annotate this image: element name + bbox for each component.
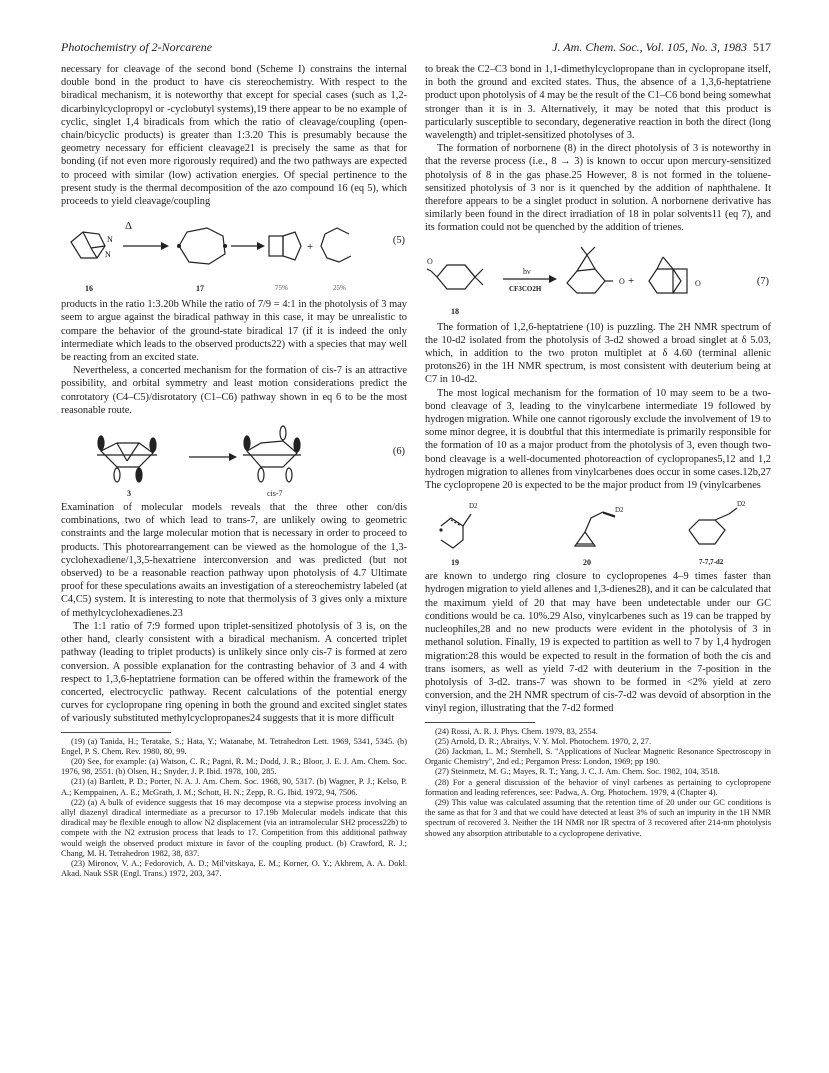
structure-7-d2 [689,508,737,544]
structure-17 [179,228,225,264]
footnote: (26) Jackman, L. M.; Sternhell, S. "Applications of Nuclear Magnetic Resonance Spectroscopy in Organic Chemistry", 2nd ed.; Pergamon Press: London, 1969; pp 190. [425,746,771,767]
arrow-head [229,453,237,461]
paragraph: are known to undergo ring closure to cyclopropenes 4–9 times faster than hydrogen migration to yield allenes and 1,3-dienes28), and it can be calculated that the maximum yield of 20 that may have been undetectable under our GC conditions would be ca. 10%.29 Also, vinylcarbenes such as 19 can be trapped by nucleophiles,28 and no new products were evident in the photolysis of 3 in methanol solution. Finally, 19 is expected to partition as well to 7 by 1,4 hydrogen migration:28 this would be expected to result in the formation of both the cis and trans isomers, as well as yield 7-d2 with deuterium in the 7-position in the photolysis of 3-d2. trans-7 was shown to be formed in <2% yield at zero conversion, and the 2H NMR spectrum of cis-7-d2 was devoid of absorption in the vinyl region, illustrating that the 7-d2 formed [425,571,771,715]
hv-label: hν [523,266,531,276]
arrow-head [257,242,265,250]
equation-number: (5) [392,235,405,247]
compound-label: 3 [127,489,131,499]
footnote: (21) (a) Bartlett, P. D.; Porter, N. A. J. Am. Chem. Soc. 1968, 90, 5317. (b) Wagner, P. J.; Kelso, P. A.; Kemppainen, A. E.; McGrath, J. M.; Schott, H. N.; Zepp, R. G. Ibid. 1972, 94, 7506. [61,777,407,797]
paragraph: The formation of 1,2,6-heptatriene (10) is puzzling. The 2H NMR spectrum of the 10-d2 isolated from the photolysis of 3-d2 showed a broad singlet at δ 5.03, which, in addition to the two proton multiplet at δ 4.60 (terminal allenic protons26) in the 1H NMR spectrum, is most consistent with deuterium being at C7 in 10-d2. [425,321,771,386]
structure-coupling-product [269,232,301,260]
header-journal [552,40,771,55]
equation-number: (6) [392,446,405,458]
structure-3-orbitals [97,436,157,482]
compound-label: 17 [196,284,204,294]
header-journal-text: J. Am. Chem. Soc., Vol. 105, No. 3, 1983 [552,40,747,54]
equation-5 [61,212,407,296]
paragraph: Nevertheless, a concerted mechanism for the formation of cis-7 is an attractive possibility, and orbital symmetry and least motion considerations predict the conrotatory (C4–C5)/disrotatory (C1–C6) pathway shown in eq 6 to be the most reasonable route. [61,365,407,416]
delta-label: Δ [125,220,133,233]
structure-cis7-orbitals [243,426,301,482]
equation-7-structures [425,239,725,319]
yield-label: 25% [333,284,346,293]
equation-5-structures [61,212,361,296]
footnotes [425,727,771,839]
paragraph: The 1:1 ratio of 7:9 formed upon triplet-sensitized photolysis of 3 is, on the other hand, clearly consistent with a biradical mechanism. A concerted triplet pathway (leading to triplet products) is unlikely since only cis-7 is formed at zero conversion. A possible explanation for the contrasting behavior of 3 and 4 with respect to 1,3,6-heptatriene formation can be offered within the framework of the concerted, electrocyclic pathway. Recent calculations of the potential energy curves for cyclopropane ring opening in both the ground and excited singlet states of variously substituted methylcyclopropanes24 suggests that it is more difficult [61,620,407,725]
compound-label: 18 [451,306,459,316]
footnote: (27) Steinmetz, M. G.; Mayes, R. T.; Yang, J. C. J. Am. Chem. Soc. 1982, 104, 3518. [435,767,720,777]
compound-label: 19 [451,558,459,568]
footnote: (23) Mironov, V. A.; Fedorovich, A. D.; Mil'vitskaya, E. M.; Korner, O. Y.; Akhrem, A. A. Dokl. Akad. Nauk SSR (Engl. Trans.) 1972, 203, 347. [61,858,407,879]
atom-O: O [619,276,625,286]
equation-number: (7) [756,275,769,287]
footnotes [61,737,407,880]
atom-O: O [427,256,433,266]
compound-label: 20 [583,558,591,568]
compound-label: cis-7 [267,489,283,499]
plus-sign: + [628,274,635,287]
structures-19-20 [425,496,771,568]
paragraph: The formation of norbornene (8) in the direct photolysis of 3 is noteworthy in that the reverse process (i.e., 8 → 3) is known to occur upon mercury-sensitized photolysis of 8 in the gas phase.25 However, 8 is not formed in the toluene-sensitized photolysis of 3 nor is it quenched by the addition of naphthalene. It therefore appears to be a singlet product in solution. A norbornene derivative has similarly been found in the direct irradiation of 18 in polar solvents11 (eq 7), and its formation could not be quenched by the addition of trienes. [425,143,771,234]
right-column [425,63,771,839]
paragraph: necessary for cleavage of the second bond (Scheme I) constrains the internal double bond in the product to have cis stereochemistry. With respect to the biradical mechanism, it is noteworthy that except for special cases (such as 1,2-dicarbinylcyclopropyl or -cyclobutyl systems),19 there appear to be no example of cyclic, singlet 1,4 biradicals from which the ratio of cleavage/coupling (open-chain/bicyclic products) is greater than 1:3.20 This is presumably because the geometry necessary for efficient cleavage21 is precisely the same as that for bonding (if not even more rigorously required) and the two pathways are expected to proceed with similar (low) activation energies. Of special pertinence to the present study is the thermal decomposition of the azo compound 16 (eq 5), which proceeds to yield cleavage/coupling [61,64,407,208]
footnote: (20) See, for example: (a) Watson, C. R.; Pagni, R. M.; Dodd, J. R.; Bloor, J. E. J. Am. Chem. Soc. 1976, 98, 2551. (b) Olsen, H.; Snyder, J. P. Ibid. 1978, 100, 285. [61,756,407,777]
paragraph: products in the ratio 1:3.20b While the ratio of 7/9 = 4:1 in the photolysis of 3 may seem to argue against the biradical pathway in this case, it may be unrealistic to compare the behavior of the ground-state biradical 17 (if it is indeed the only intermediate which leads to the observed products22) with a species that may well be reacting from an excited state. [61,299,407,364]
yield-label: 75% [275,284,288,293]
deuterium-label: D2 [469,502,478,511]
equation-6 [61,421,407,499]
structure-19 [441,514,471,548]
compound-label: 7-7,7-d2 [699,558,724,567]
equation-6-structures [61,421,361,499]
atom-N: N [105,250,111,260]
header-title: Photochemistry of 2-Norcarene [61,40,213,54]
deuterium-label: D2 [615,506,624,515]
page-number: 517 [753,40,771,54]
footnote: (25) Arnold, D. R.; Abraitys, V. Y. Mol. Photochem. 1970, 2, 27. [435,736,652,746]
left-column [61,63,407,879]
footnote: (28) For a general discussion of the behavior of vinyl carbenes as pertaining to cyclopropene formation and leading references, see: Padwa, A. Org. Photochem. 1979, 4 (Chapter 4). [425,777,771,797]
paragraph: The most logical mechanism for the formation of 10 may seem to be a two-bond cleavage of 3, leading to the vinylcarbene intermediate 19 followed by hydrogen migration. While one cannot rigorously exclude the involvement of 19 to some minor degree, it is doubtful that this intermediate is primarily responsible for the formation of 10 as a major product from the photolysis of 3, even though two-bond cleavage is a well-documented photoreaction of cyclopropanes5,12 and 1,2 hydrogen migration to allenes from vinylcarbenes does occur in some cases.12b,27 The cyclopropene 20 is expected to be the major product from 19 (vinylcarbenes [425,387,771,492]
radical-dot [223,244,227,248]
plus-sign: + [307,241,314,254]
running-header [61,40,771,56]
structure-20 [575,512,615,546]
footnote: (22) (a) A bulk of evidence suggests that 16 may decompose via a stepwise process involving an allyl diazenyl diradical intermediate as a precursor to 17.19b Molecular models indicate that this diradical may be flexible enough to allow N2 displacement (via an intramolecular SH2 process22b) to compete with the N2 extrusion process that leads to 17. Competition from this additional pathway would weigh the observed product mixture in favor of the coupling product. (b) Crawford, R. J.; Chang, M. H. Tetrahedron 1982, 38, 837. [61,797,407,858]
paragraph: Examination of molecular models reveals that the three other con/dis combinations, two of which lead to trans-7, are unlikely owing to geometric constraints and the large molecular motion that is necessary in order to proceed to products. This photorearrangement can be viewed as the homologue of the 1,3-cyclohexadiene/1,3,5-hexatriene interconversion and was predicted (but not observed) to be a reasonable reaction pathway upon photolysis of 4.7 Ultimate proof for these speculations awaits an investigation of a stereochemistry labeled (at C4,C5) system. It is interesting to note that thermolysis of 3 gives only a mixture of methylcyclohexadienes.23 [61,502,407,619]
compound-label: 16 [85,284,93,294]
equation-7 [425,239,771,319]
paragraph: to break the C2–C3 bond in 1,1-dimethylcyclopropane than in cyclopropane itself, in both the ground and excited states. Thus, the absence of a 1,3,6-heptatriene product upon photolysis of 4 may be the result of the C1–C6 bond being somewhat stronger than it is in 3. Alternatively, it may be noted that this product is particularly susceptible to secondary, degenerative reaction in both the direct (long wavelength) and triplet-sensitized photolyses of 3. [425,64,771,142]
structure-cleavage-product [321,228,351,262]
atom-O: O [695,278,701,288]
structure-16 [71,232,105,258]
footnote: (19) (a) Tanida, H.; Teratake, S.; Hata, Y.; Watanabe, M. Tetrahedron Lett. 1969, 5341, 5345. (b) Engel, P. S. Chem. Rev. 1980, 80, 99. [61,736,407,756]
structure-norbornanone [567,247,613,293]
atom-N: N [107,235,113,245]
structure-18 [427,265,483,289]
carbene-dot [439,529,442,532]
footnote: (29) This value was calculated assuming that the retention time of 20 under our GC conditions is the same as that for 3 and that we could have detected at least 3% of such an impurity in the 1H NMR spectrum of recovered 3. Neither the 1H NMR nor IR spectra of 3 recovered after 214-nm photolysis showed any absorption attributable to a cyclopropene derivative. [425,797,771,838]
footnote: (24) Rossi, A. R. J. Phys. Chem. 1979, 83, 2554. [435,726,598,736]
arrow-head [549,275,557,283]
solvent-label: CF3CO2H [509,284,542,293]
structure-bicyclic-ketone [649,257,687,293]
radical-dot [177,244,181,248]
arrow-head [161,242,169,250]
footnote-rule [425,722,535,723]
deuterium-label: D2 [737,500,746,509]
footnote-rule [61,732,171,733]
